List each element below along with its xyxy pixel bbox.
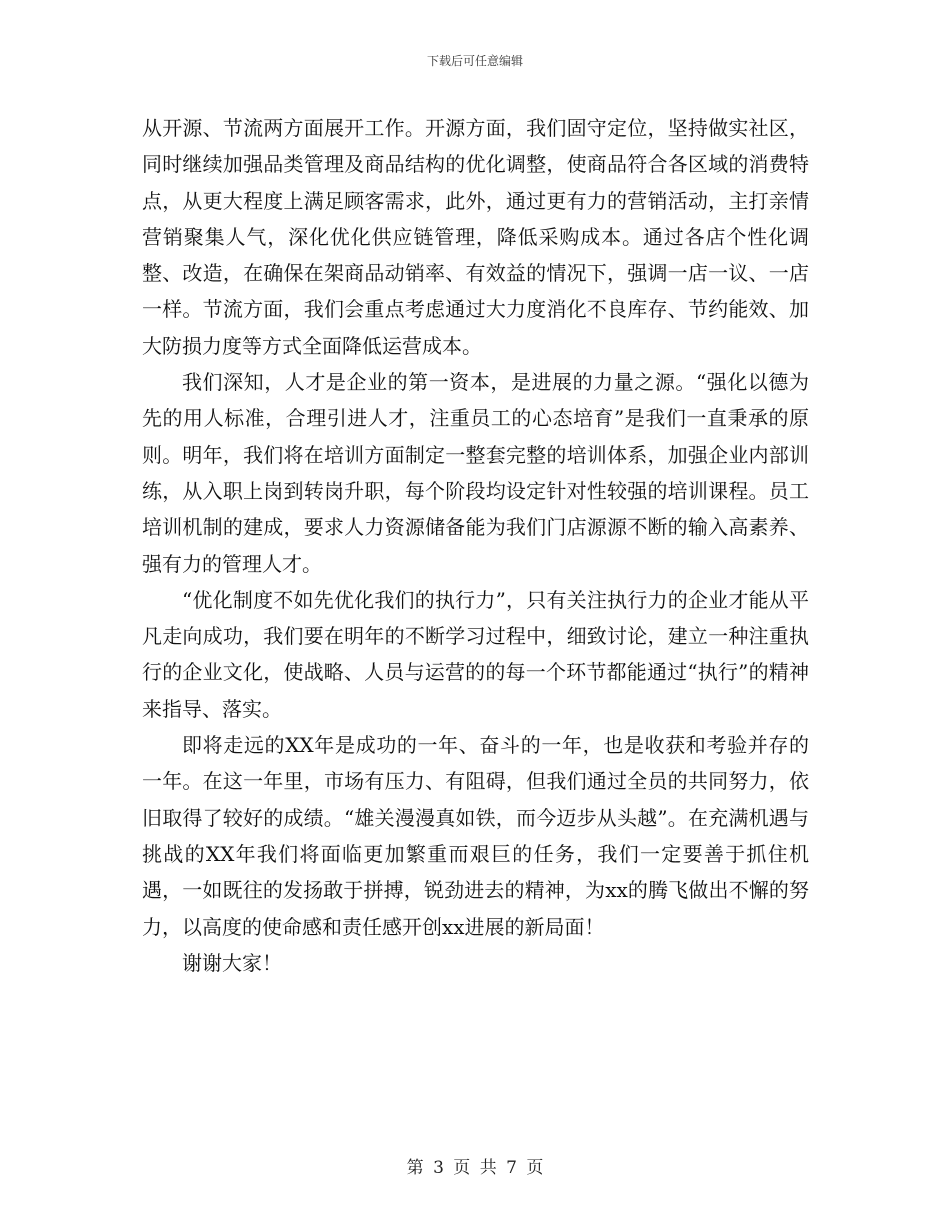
page-number: 第 3 页 共 7 页 bbox=[406, 1158, 544, 1178]
document-body bbox=[142, 110, 809, 981]
body-paragraph: 我们深知，人才是企业的第一资本，是进展的力量之源。“强化以德为先的用人标准，合理引进人才，注重员工的心态培育”是我们一直秉承的原则。明年，我们将在培训方面制定一整套完整的培训体系，加强企业内部训练，从入职上岗到转岗升职，每个阶段均设定针对性较强的培训课程。员工培训机制的建成，要求人力资源储备能为我们门店源源不断的输入高素养、强有力的管理人才。 bbox=[142, 370, 809, 576]
body-paragraph: “优化制度不如先优化我们的执行力”，只有关注执行力的企业才能从平凡走向成功，我们要在明年的不断学习过程中，细致讨论，建立一种注重执行的企业文化，使战略、人员与运营的的每一个环节都能通过“执行”的精神来指导、落实。 bbox=[142, 587, 809, 721]
body-paragraph: 从开源、节流两方面展开工作。开源方面，我们固守定位，坚持做实社区，同时继续加强品类管理及商品结构的优化调整，使商品符合各区域的消费特点，从更大程度上满足顾客需求，此外，通过更有力的营销活动，主打亲情营销聚集人气，深化优化供应链管理，降低采购成本。通过各店个性化调整、改造，在确保在架商品动销率、有效益的情况下，强调一店一议、一店一样。节流方面，我们会重点考虑通过大力度消化不良库存、节约能效、加大防损力度等方式全面降低运营成本。 bbox=[142, 116, 809, 358]
closing-paragraph: 谢谢大家！ bbox=[182, 950, 282, 975]
body-paragraph: 即将走远的XX年是成功的一年、奋斗的一年，也是收获和考验并存的一年。在这一年里，市场有压力、有阻碍，但我们通过全员的共同努力，依旧取得了较好的成绩。“雄关漫漫真如铁，而今迈步从头越”。在充满机遇与挑战的XX年我们将面临更加繁重而艰巨的任务，我们一定要善于抓住机遇，一如既往的发扬敢于拼搏，锐劲进去的精神，为xx的腾飞做出不懈的努力，以高度的使命感和责任感开创xx进展的新局面！ bbox=[142, 733, 809, 939]
page-header: 下载后可任意编辑 bbox=[426, 54, 523, 68]
